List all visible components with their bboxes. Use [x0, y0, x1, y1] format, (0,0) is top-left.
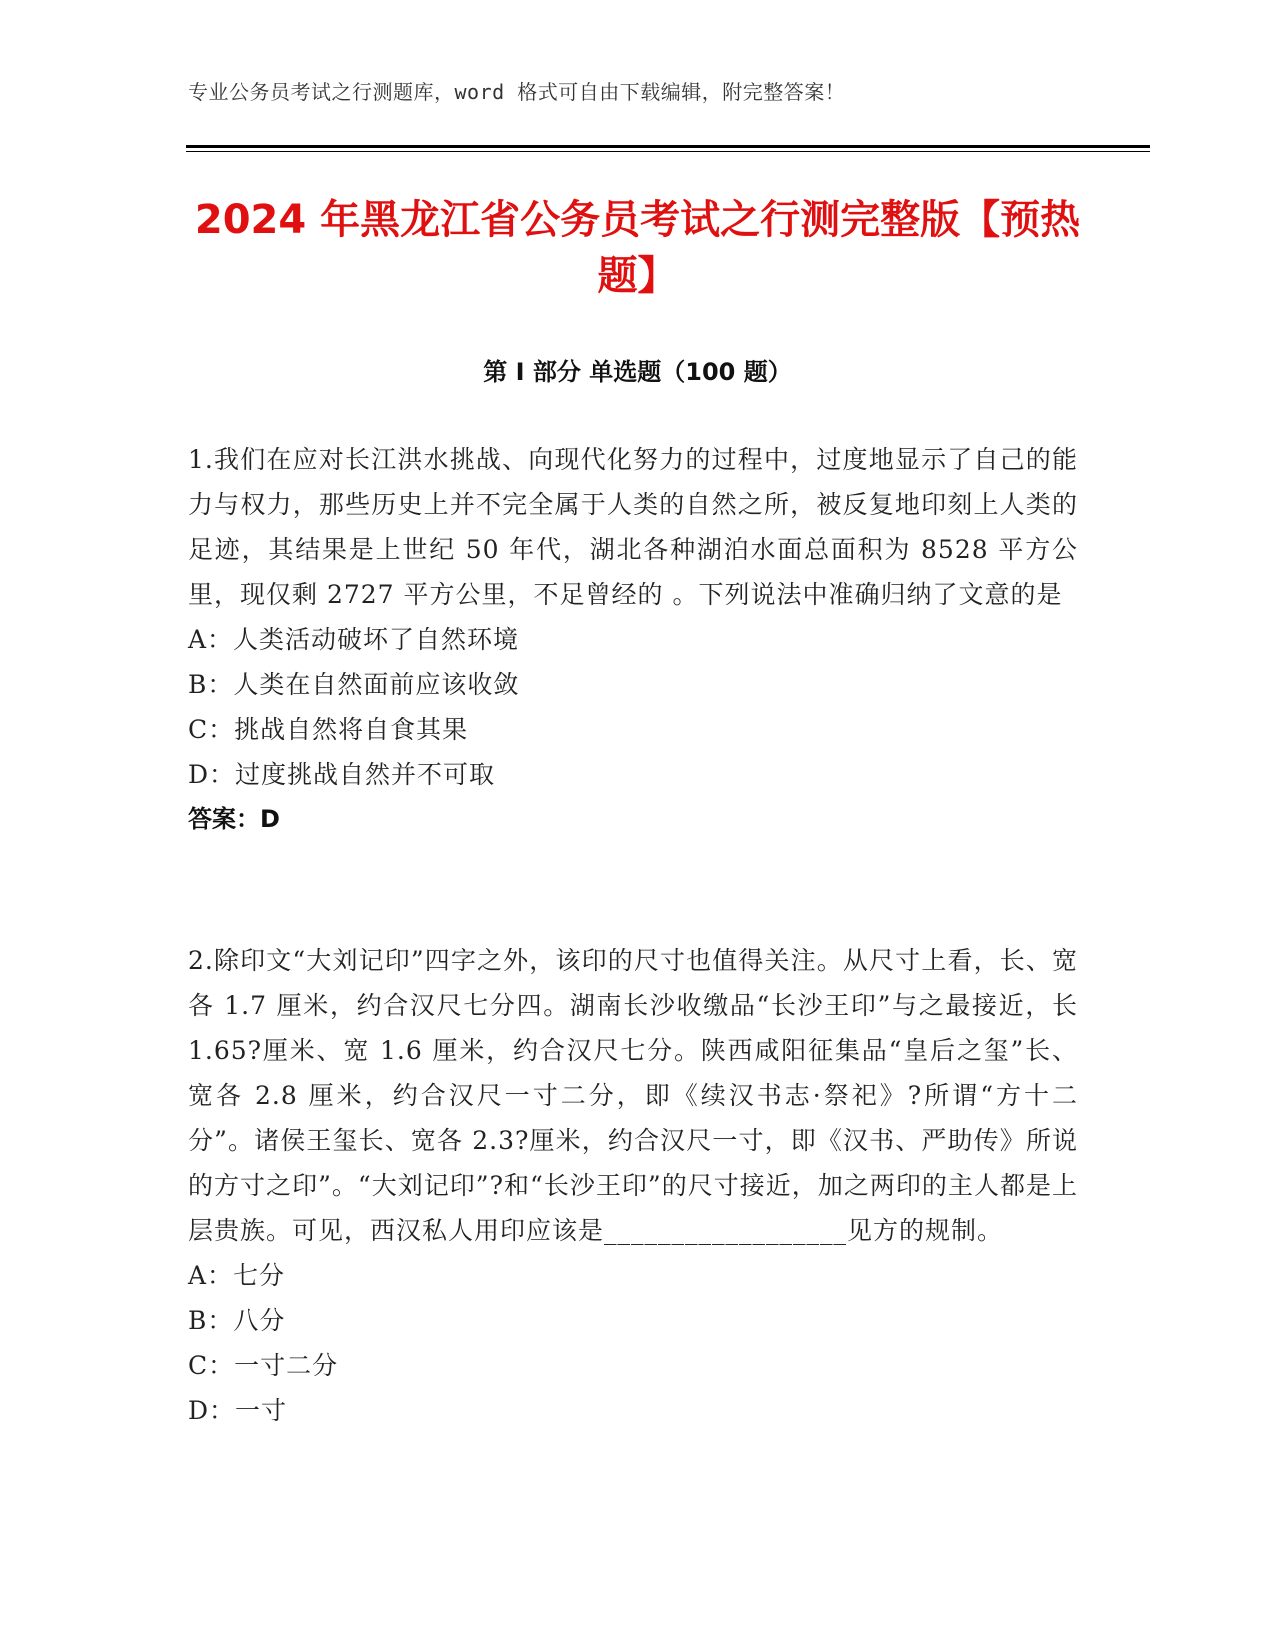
question-1-option-a: A：人类活动破坏了自然环境 [188, 625, 520, 654]
question-2 [188, 938, 1078, 1433]
question-1-option-b: B：人类在自然面前应该收敛 [188, 670, 520, 699]
header-rule-thin [186, 151, 1150, 152]
header-note: 专业公务员考试之行测题库，word 格式可自由下载编辑，附完整答案！ [188, 80, 846, 104]
question-2-option-a: A：七分 [188, 1261, 286, 1290]
question-1 [188, 437, 1078, 842]
question-1-option-c: C：挑战自然将自食其果 [188, 715, 469, 744]
question-2-option-d: D：一寸 [188, 1396, 288, 1425]
question-1-stem: 1.我们在应对长江洪水挑战、向现代化努力的过程中，过度地显示了自己的能力与权力，那些历史上并不完全属于人类的自然之所，被反复地印刻上人类的足迹，其结果是上世纪 50 年代，湖北各种湖泊水面总面积为 8528 平方公里，现仅剩 2727 平方公里，不足曾经的 。下列说法中准确归纳了文意的是 [188, 445, 1078, 609]
question-1-answer: 答案：D [188, 805, 280, 833]
header-rule-thick [186, 145, 1150, 148]
question-2-option-c: C：一寸二分 [188, 1351, 339, 1380]
question-2-stem: 2.除印文“大刘记印”四字之外，该印的尺寸也值得关注。从尺寸上看，长、宽各 1.7 厘米，约合汉尺七分四。湖南长沙收缴品“长沙王印”与之最接近，长 1.65?厘米、宽 1.6 厘米，约合汉尺七分。陕西咸阳征集品“皇后之玺”长、宽各 2.8 厘米，约合汉尺一寸二分，即《续汉书志·祭祀》?所谓“方十二分”。诸侯王玺长、宽各 2.3?厘米，约合汉尺一寸，即《汉书、严助传》所说的方寸之印”。“大刘记印”?和“长沙王印”的尺寸接近，加之两印的主人都是上层贵族。可见，西汉私人用印应该是__________________见方的规制。 [188, 946, 1078, 1245]
document-title: 2024 年黑龙江省公务员考试之行测完整版【预热题】 [194, 197, 1081, 299]
question-2-option-b: B：八分 [188, 1306, 286, 1335]
question-1-option-d: D：过度挑战自然并不可取 [188, 760, 496, 789]
section-heading: 第 I 部分 单选题（100 题） [483, 358, 792, 386]
